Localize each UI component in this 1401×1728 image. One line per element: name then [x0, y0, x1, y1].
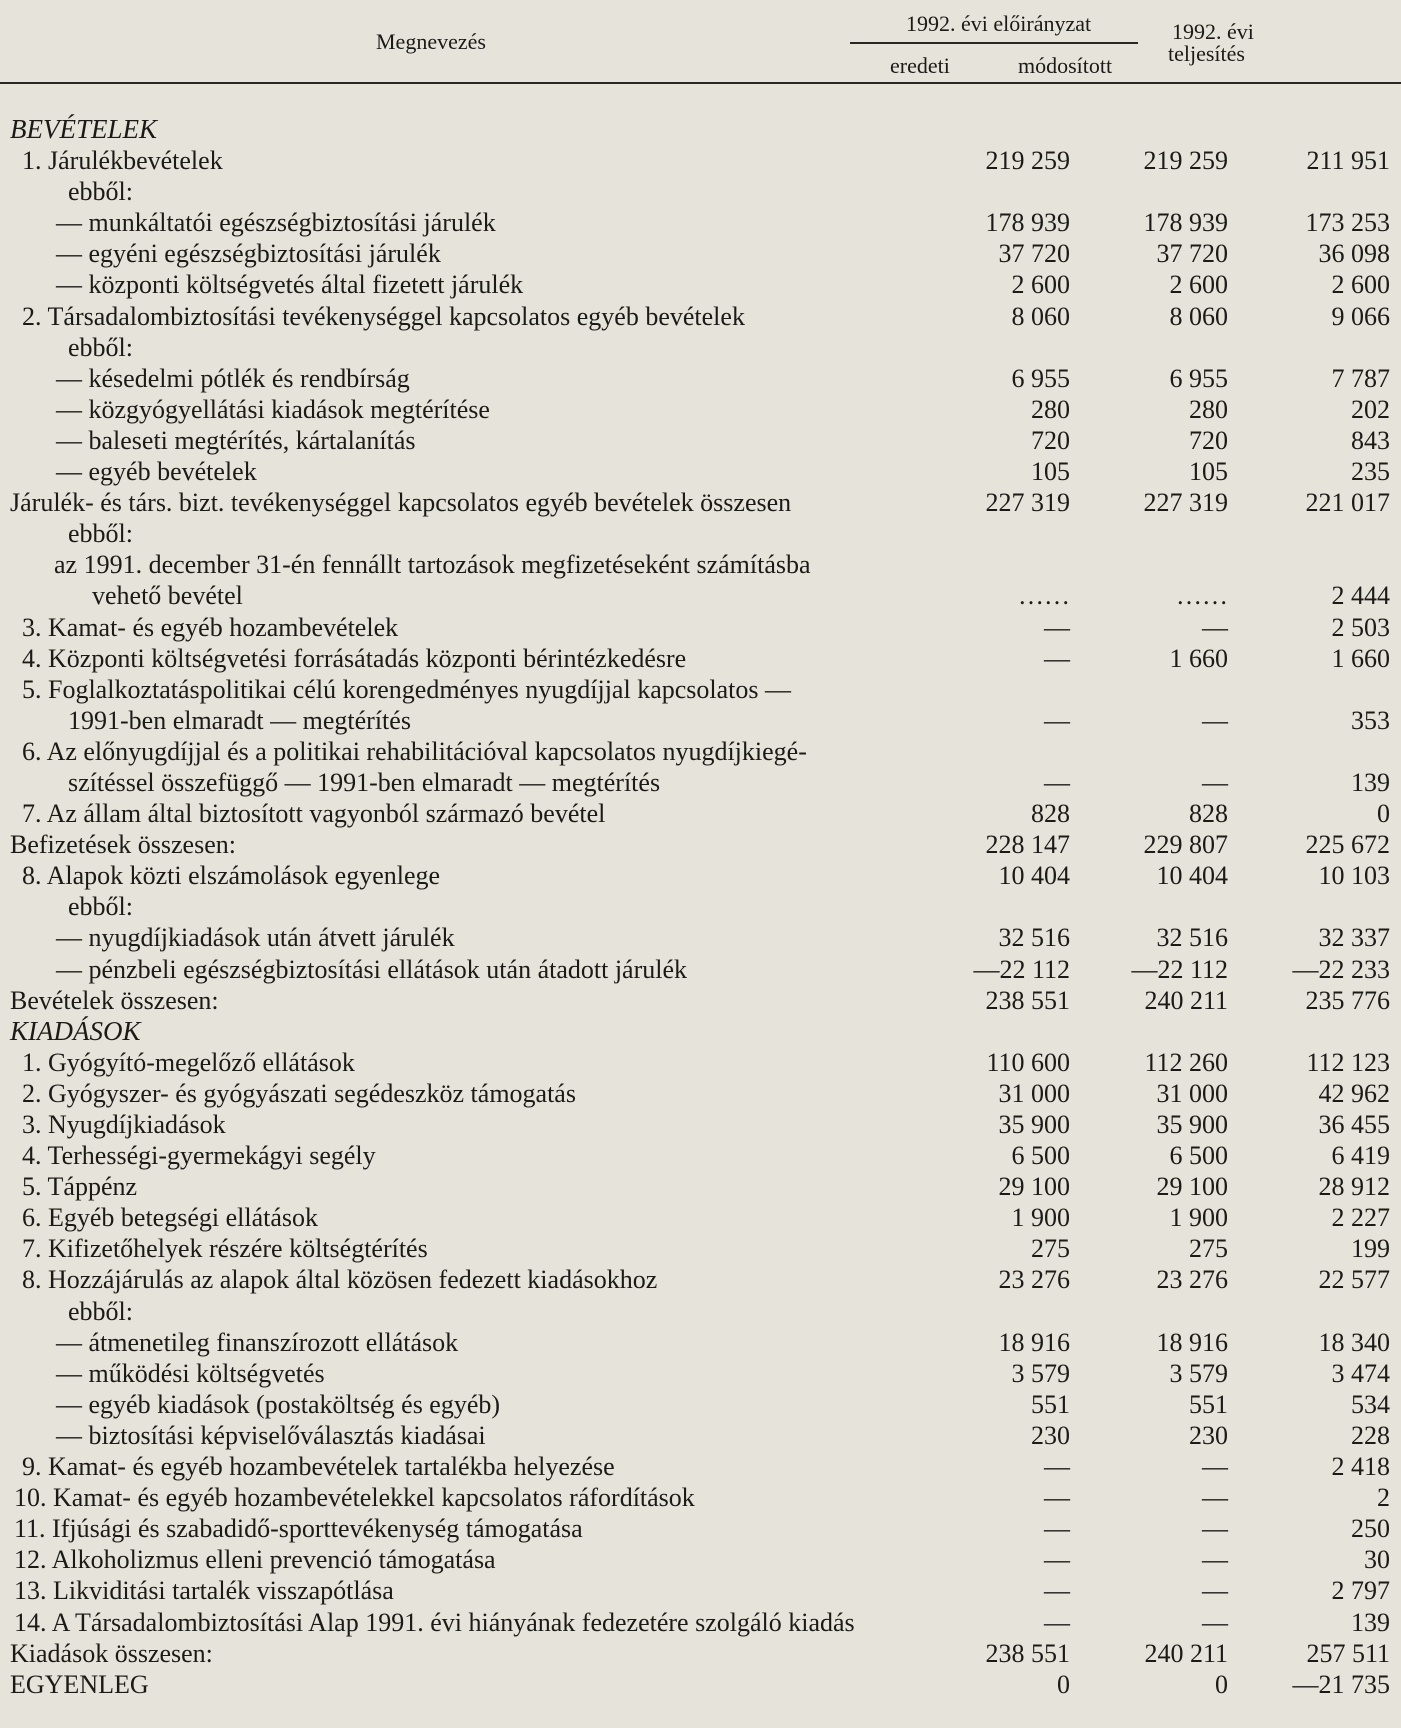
value-modified: 8 060 — [1169, 301, 1228, 331]
table-row — [0, 518, 1401, 549]
value-modified: 551 — [1189, 1389, 1228, 1419]
value-actual: 3 474 — [1331, 1358, 1390, 1388]
row-label: EGYENLEG — [10, 1669, 149, 1699]
table-row — [0, 1513, 1401, 1544]
value-actual: 257 511 — [1306, 1638, 1390, 1668]
table-row — [0, 643, 1401, 674]
value-modified: 2 600 — [1169, 270, 1228, 300]
value-actual: 235 — [1351, 457, 1390, 487]
table-row — [0, 363, 1401, 394]
table-row — [0, 1296, 1401, 1327]
value-modified: 23 276 — [1156, 1265, 1228, 1295]
header-col-mod: módosított — [1018, 53, 1113, 78]
table-row — [0, 922, 1401, 953]
value-original: 35 900 — [998, 1110, 1070, 1139]
table-row — [0, 612, 1401, 643]
value-original: 31 000 — [998, 1078, 1070, 1108]
value-actual: 2 797 — [1331, 1576, 1390, 1606]
value-modified: 240 211 — [1144, 1638, 1228, 1668]
table-row — [0, 145, 1401, 176]
row-label: az 1991. december 31-én fennállt tartozások megfizetéseként számításba — [54, 550, 811, 580]
value-modified: — — [1202, 1514, 1228, 1544]
table-row — [0, 1078, 1401, 1109]
table-row — [0, 891, 1401, 922]
row-label: 4. Terhességi-gyermekágyi segély — [22, 1141, 376, 1171]
table-row — [0, 1264, 1401, 1295]
value-original: 238 551 — [985, 985, 1070, 1015]
row-label: — működési költségvetés — [56, 1358, 325, 1388]
value-actual: 6 419 — [1331, 1141, 1390, 1171]
row-label: ebből: — [68, 519, 133, 549]
value-actual: 112 123 — [1306, 1047, 1390, 1077]
value-actual: 36 098 — [1318, 239, 1390, 269]
table-row — [0, 332, 1401, 363]
row-label: 8. Hozzájárulás az alapok által közösen fedezett kiadásokhoz — [22, 1265, 658, 1295]
value-actual: —21 735 — [1292, 1669, 1390, 1699]
value-original: 6 955 — [1011, 363, 1070, 393]
row-label: 10. Kamat- és egyéb hozambevételekkel kapcsolatos ráfordítások — [14, 1483, 695, 1513]
value-original: 6 500 — [1011, 1141, 1070, 1171]
value-modified: 0 — [1215, 1669, 1228, 1699]
value-actual: 18 340 — [1318, 1327, 1390, 1357]
row-label: ebből: — [68, 892, 133, 922]
value-original: — — [1044, 1452, 1070, 1482]
value-actual: —22 233 — [1292, 954, 1390, 984]
value-modified: 240 211 — [1144, 985, 1228, 1015]
value-actual: 30 — [1364, 1545, 1390, 1575]
section-heading — [0, 114, 1401, 145]
value-actual: 250 — [1351, 1514, 1390, 1544]
table-row — [0, 1420, 1401, 1451]
row-label: ebből: — [68, 1296, 133, 1326]
value-modified: 37 720 — [1156, 239, 1228, 269]
value-modified: 10 404 — [1156, 861, 1228, 891]
value-original: 32 516 — [998, 923, 1070, 953]
table-row — [0, 1202, 1401, 1233]
value-modified: 112 260 — [1144, 1047, 1228, 1077]
row-label: 11. Ifjúsági és szabadidő-sporttevékenység támogatása — [14, 1514, 583, 1544]
value-actual: 28 912 — [1318, 1172, 1390, 1202]
value-actual: 42 962 — [1318, 1078, 1390, 1108]
row-label: 2. Társadalombiztosítási tevékenységgel kapcsolatos egyéb bevételek — [22, 301, 745, 331]
value-modified: 275 — [1189, 1234, 1228, 1264]
value-modified: — — [1202, 1545, 1228, 1575]
value-original: — — [1044, 767, 1070, 797]
value-actual: 534 — [1351, 1389, 1390, 1419]
row-label: Járulék- és társ. bizt. tevékenységgel kapcsolatos egyéb bevételek összesen — [10, 488, 792, 518]
table-row — [0, 1389, 1401, 1420]
row-label: 13. Likviditási tartalék visszapótlása — [14, 1576, 394, 1606]
row-label: 14. A Társadalombiztosítási Alap 1991. évi hiányának fedezetére szolgáló kiadás — [14, 1607, 855, 1637]
table-row — [0, 860, 1401, 891]
value-original: …… — [1018, 581, 1070, 611]
value-actual: 211 951 — [1306, 146, 1390, 176]
row-label: 7. Az állam által biztosított vagyonból származó bevétel — [22, 799, 606, 829]
value-modified: 31 000 — [1156, 1078, 1228, 1108]
value-actual: 32 337 — [1318, 923, 1390, 953]
value-actual: 221 017 — [1305, 488, 1390, 518]
value-original: — — [1044, 1607, 1070, 1637]
row-label: szítéssel összefüggő — 1991-ben elmaradt — megtérítés — [68, 767, 661, 797]
value-actual: 202 — [1351, 394, 1390, 424]
value-actual: 10 103 — [1318, 861, 1390, 891]
value-original: 37 720 — [998, 239, 1070, 269]
table-row — [0, 301, 1401, 332]
row-label: Befizetések összesen: — [10, 830, 236, 860]
value-original: 2 600 — [1011, 270, 1070, 300]
row-label: — munkáltatói egészségbiztosítási járulék — [56, 208, 496, 238]
table-row — [0, 487, 1401, 518]
table-row — [0, 456, 1401, 487]
row-label: Kiadások összesen: — [10, 1638, 213, 1668]
value-actual: 235 776 — [1305, 985, 1390, 1015]
row-label: 1. Gyógyító-megelőző ellátások — [22, 1047, 355, 1077]
row-label: ebből: — [68, 177, 133, 207]
header-bottom-rule — [0, 82, 1401, 84]
value-original: — — [1044, 1514, 1070, 1544]
value-original: 178 939 — [985, 208, 1070, 238]
value-actual: 139 — [1351, 1607, 1390, 1637]
value-original: 230 — [1031, 1420, 1070, 1450]
value-modified: 280 — [1189, 394, 1228, 424]
row-label: 6. Az előnyugdíjjal és a politikai rehabilitációval kapcsolatos nyugdíjkiegé- — [22, 736, 807, 766]
row-label: — átmenetileg finanszírozott ellátások — [56, 1327, 459, 1357]
row-label: — baleseti megtérítés, kártalanítás — [56, 425, 416, 455]
value-modified: 1 900 — [1169, 1203, 1228, 1233]
table-row — [0, 798, 1401, 829]
row-label: — egyéb bevételek — [56, 457, 257, 487]
row-label: — biztosítási képviselőválasztás kiadásai — [56, 1420, 486, 1450]
table-row — [0, 985, 1401, 1016]
value-actual: 228 — [1351, 1420, 1390, 1450]
value-modified: —22 112 — [1131, 954, 1228, 984]
value-modified: — — [1202, 1452, 1228, 1482]
value-modified: …… — [1176, 581, 1228, 611]
header-col-name: Megnevezés — [376, 29, 486, 54]
table-row — [0, 829, 1401, 860]
value-actual: 1 660 — [1331, 643, 1390, 673]
row-label: KIADÁSOK — [10, 1015, 141, 1046]
value-original: 110 600 — [986, 1047, 1070, 1077]
row-label: 9. Kamat- és egyéb hozambevételek tartalékba helyezése — [22, 1452, 615, 1482]
value-original: 23 276 — [998, 1265, 1070, 1295]
value-modified: 105 — [1189, 457, 1228, 487]
row-label: — közgyógyellátási kiadások megtérítése — [56, 394, 490, 424]
header-col-actual-1: 1992. évi — [1172, 19, 1254, 44]
table-row — [0, 736, 1401, 767]
row-label: 3. Nyugdíjkiadások — [22, 1110, 226, 1139]
table-row — [0, 394, 1401, 425]
value-actual: 7 787 — [1331, 363, 1390, 393]
table-row — [0, 954, 1401, 985]
value-actual: 9 066 — [1331, 301, 1390, 331]
value-original: 10 404 — [998, 861, 1070, 891]
value-modified: 828 — [1189, 799, 1228, 829]
section-heading — [0, 1016, 1401, 1047]
value-modified: 227 319 — [1143, 488, 1228, 518]
row-label: ebből: — [68, 332, 133, 362]
row-label: 8. Alapok közti elszámolások egyenlege — [22, 861, 441, 891]
value-actual: 225 672 — [1305, 830, 1390, 860]
row-label: — pénzbeli egészségbiztosítási ellátások után átadott járulék — [56, 954, 688, 984]
value-original: 551 — [1031, 1389, 1070, 1419]
value-actual: 199 — [1351, 1234, 1390, 1264]
table-row — [0, 1109, 1401, 1140]
value-actual: 843 — [1351, 425, 1390, 455]
value-original: — — [1044, 612, 1070, 642]
row-label: Bevételek összesen: — [10, 985, 219, 1015]
value-original: 1 900 — [1011, 1203, 1070, 1233]
value-modified: — — [1202, 1483, 1228, 1513]
table-row — [0, 1607, 1401, 1638]
value-modified: 178 939 — [1143, 208, 1228, 238]
value-actual: 2 600 — [1331, 270, 1390, 300]
value-original: 219 259 — [985, 146, 1070, 176]
value-modified: 32 516 — [1156, 923, 1228, 953]
table-row — [0, 674, 1401, 705]
value-original: 238 551 — [985, 1638, 1070, 1668]
value-modified: 18 916 — [1156, 1327, 1228, 1357]
row-label: 4. Központi költségvetési forrásátadás központi bérintézkedésre — [22, 643, 687, 673]
row-label: 5. Táppénz — [22, 1172, 138, 1202]
value-actual: 22 577 — [1318, 1265, 1390, 1295]
value-original: — — [1044, 1545, 1070, 1575]
value-original: 0 — [1057, 1669, 1070, 1699]
value-original: 720 — [1031, 425, 1070, 455]
budget-table — [0, 114, 1401, 1700]
row-label: 3. Kamat- és egyéb hozambevételek — [22, 612, 399, 642]
table-row — [0, 1451, 1401, 1482]
table-row — [0, 1575, 1401, 1606]
row-label: 2. Gyógyszer- és gyógyászati segédeszköz támogatás — [22, 1078, 576, 1108]
table-row — [0, 1233, 1401, 1264]
table-row — [0, 207, 1401, 238]
header-col-orig: eredeti — [890, 53, 950, 78]
row-label: — késedelmi pótlék és rendbírság — [56, 363, 410, 393]
value-modified: 219 259 — [1143, 146, 1228, 176]
value-actual: 2 227 — [1331, 1203, 1390, 1233]
value-modified: 35 900 — [1156, 1110, 1228, 1139]
table-row — [0, 705, 1401, 736]
row-label: 7. Kifizetőhelyek részére költségtérítés — [22, 1234, 428, 1264]
value-original: 8 060 — [1011, 301, 1070, 331]
value-modified: 230 — [1189, 1420, 1228, 1450]
header-col-group: 1992. évi előirányzat — [906, 11, 1092, 36]
value-original: — — [1044, 643, 1070, 673]
table-row — [0, 269, 1401, 300]
row-label: BEVÉTELEK — [10, 114, 157, 144]
value-modified: 1 660 — [1169, 643, 1228, 673]
table-row — [0, 1638, 1401, 1669]
table-row — [0, 425, 1401, 456]
value-actual: 173 253 — [1305, 208, 1390, 238]
table-row — [0, 1358, 1401, 1389]
table-row — [0, 580, 1401, 611]
table-row — [0, 1171, 1401, 1202]
table-row — [0, 1327, 1401, 1358]
value-modified: — — [1202, 1576, 1228, 1606]
value-modified: — — [1202, 705, 1228, 735]
value-original: 3 579 — [1011, 1358, 1070, 1388]
row-label: 6. Egyéb betegségi ellátások — [22, 1203, 319, 1233]
header-group-rule — [850, 42, 1138, 44]
value-original: —22 112 — [973, 954, 1070, 984]
value-actual: 353 — [1351, 705, 1390, 735]
row-label: — nyugdíjkiadások után átvett járulék — [56, 923, 455, 953]
value-actual: 2 503 — [1331, 612, 1390, 642]
value-original: — — [1044, 1483, 1070, 1513]
value-actual: 2 444 — [1331, 581, 1390, 611]
value-actual: 2 — [1377, 1483, 1390, 1513]
value-modified: — — [1202, 612, 1228, 642]
row-label: 5. Foglalkoztatáspolitikai célú korengedményes nyugdíjjal kapcsolatos — — [22, 674, 791, 704]
row-label: 1991-ben elmaradt — megtérítés — [68, 705, 411, 735]
table-row — [0, 238, 1401, 269]
value-actual: 139 — [1351, 767, 1390, 797]
value-original: 29 100 — [998, 1172, 1070, 1202]
table-row — [0, 1047, 1401, 1078]
table-row — [0, 1140, 1401, 1171]
table-row — [0, 767, 1401, 798]
table-row — [0, 549, 1401, 580]
row-label: — központi költségvetés által fizetett járulék — [56, 270, 524, 300]
row-label: vehető bevétel — [92, 581, 243, 611]
value-modified: 720 — [1189, 425, 1228, 455]
value-modified: 6 500 — [1169, 1141, 1228, 1171]
row-label: — egyéb kiadások (postaköltség és egyéb) — [56, 1389, 501, 1419]
value-original: 228 147 — [985, 830, 1070, 860]
row-label: — egyéni egészségbiztosítási járulék — [56, 239, 441, 269]
value-original: 105 — [1031, 457, 1070, 487]
row-label: 1. Járulékbevételek — [22, 146, 223, 176]
row-label: 12. Alkoholizmus elleni prevenció támogatása — [14, 1545, 496, 1575]
value-original: — — [1044, 1576, 1070, 1606]
value-actual: 2 418 — [1331, 1452, 1390, 1482]
value-original: 227 319 — [985, 488, 1070, 518]
value-modified: — — [1202, 767, 1228, 797]
value-original: 828 — [1031, 799, 1070, 829]
value-actual: 36 455 — [1318, 1110, 1390, 1139]
value-original: — — [1044, 705, 1070, 735]
value-original: 18 916 — [998, 1327, 1070, 1357]
value-original: 275 — [1031, 1234, 1070, 1264]
table-row — [0, 1482, 1401, 1513]
value-modified: 3 579 — [1169, 1358, 1228, 1388]
value-actual: 0 — [1377, 799, 1390, 829]
table-row — [0, 176, 1401, 207]
value-original: 280 — [1031, 394, 1070, 424]
table-row — [0, 1669, 1401, 1700]
header-col-actual-2: teljesítés — [1168, 41, 1245, 66]
value-modified: 29 100 — [1156, 1172, 1228, 1202]
value-modified: 229 807 — [1143, 830, 1228, 860]
value-modified: 6 955 — [1169, 363, 1228, 393]
value-modified: — — [1202, 1607, 1228, 1637]
table-row — [0, 1544, 1401, 1575]
